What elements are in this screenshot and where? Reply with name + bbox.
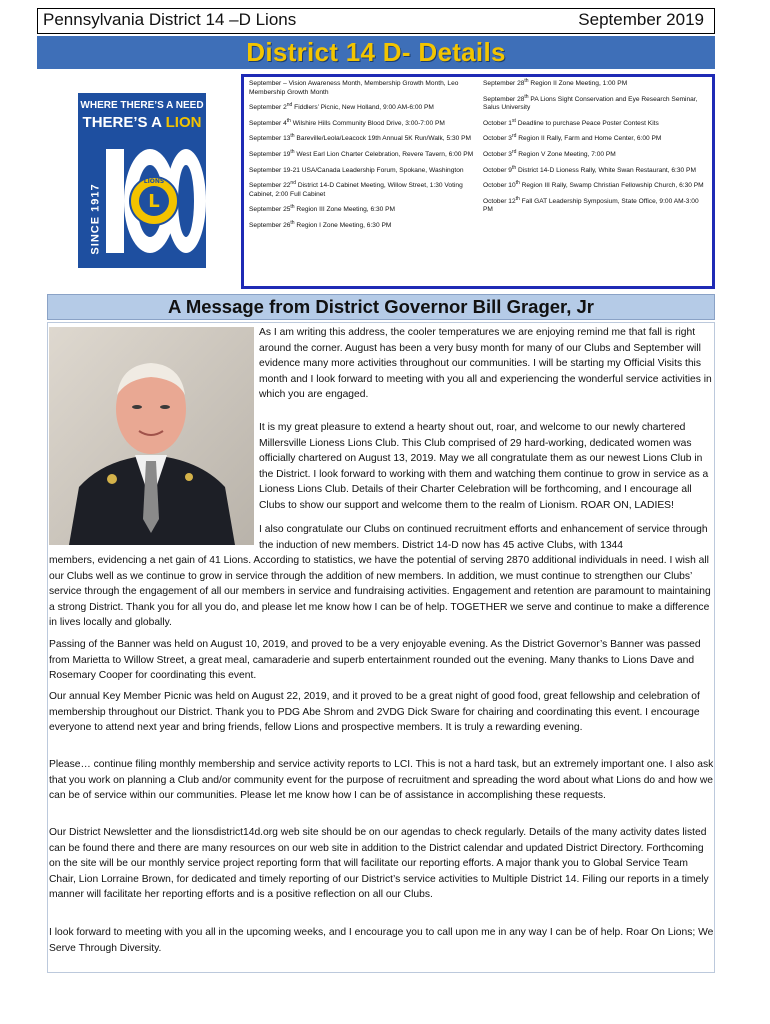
message-paragraph-3: members, evidencing a net gain of 41 Lions. According to statistics, we have the potential of serving 2870 additional individuals in need. I wish all our Clubs well as we continue to grow in service through the addition of new members. In addition, we must continue to strengthen our Clubs’ service through the engagement of all our members in service and fundraising activities. Engagement and retention are paramount to maintaining a strong District. Thank you for all you do, and please let me know how I can be of help. TOGETHER we serve and continue to make a difference in lives locally and globally.: [49, 555, 711, 628]
message-paragraph-7: Our District Newsletter and the lionsdistrict14d.org web site should be on our agendas to check regularly. Details of the many activity dates listed can be found there and there are many resources on our web site in addition to the District calendar and updated District Directory. Forthcoming on the site will be our monthly service project reporting form that will facilitate our reporting efforts. A major thank you to Global Service Team Chair, Lion Lorraine Brown, for dedicated and timely reporting of our District’s service activities to Multiple District 14. Filing our reports in a timely manner will facilitate her reporting efforts and is a positive reflection on all our Clubs.: [49, 827, 709, 900]
message-paragraph-3-intro: I also congratulate our Clubs on continued recruitment efforts and enhancement of service through the induction of new members. District 14-D now has 45 active Clubs, with 1344: [259, 524, 708, 551]
calendar-event: October 3rd Region V Zone Meeting, 7:00 PM: [483, 148, 616, 158]
logo-since: SINCE 1917: [89, 183, 102, 255]
calendar-column-left: [249, 80, 477, 238]
centennial-emblem-icon: [98, 135, 206, 265]
calendar-event: September 25th Region III Zone Meeting, 6:30 PM: [249, 204, 396, 214]
message-paragraph-8: I look forward to meeting with you all in the upcoming weeks, and I encourage you to call upon me in any way I can be of help. Roar On Lions; We Serve Through Diversity.: [49, 927, 714, 954]
issue-date: September 2019: [578, 10, 704, 29]
message-paragraph-4: Passing of the Banner was held on August 10, 2019, and proved to be a very enjoyable evening. As the District Governor’s Banner was passed from Marietta to Willow Street, a great meal, camaraderie and superb entertainment rounded out the evening. Many thanks to Lions Dave and Rosemary Cooper for coordinating this event.: [49, 639, 701, 681]
governor-message-header: [47, 294, 715, 320]
calendar-event: September 28th PA Lions Sight Conservation and Eye Research Seminar, Salus University: [483, 93, 698, 112]
message-paragraph-6: Please… continue filing monthly membership and service activity reports to LCI. This is not a hard task, but an extremely important one. I also ask that you work on planning a Club and/or community event for the purpose of recruitment and spreading the word about what Lions do and how we can be of service within our communities. Please let me know how I can be of assistance in accomplishing these requests.: [49, 759, 714, 801]
calendar-event: September 2nd Fiddlers’ Picnic, New Holland, 9:00 AM-6:00 PM: [249, 102, 434, 112]
calendar-event: October 9th District 14-D Lioness Rally, White Swan Restaurant, 6:30 PM: [483, 164, 696, 174]
calendar-event: September – Vision Awareness Month, Membership Growth Month, Leo Membership Growth Month: [249, 80, 459, 96]
calendar-event: September 26th Region I Zone Meeting, 6:30 PM: [249, 219, 392, 229]
governor-photo: [49, 327, 254, 545]
calendar-event: September 4th Wilshire Hills Community Blood Drive, 3:00-7:00 PM: [249, 117, 445, 127]
masthead: [37, 8, 715, 34]
calendar-event: October 12th Fall GAT Leadership Symposium, State Office, 9:00 AM-3:00 PM: [483, 195, 699, 214]
message-paragraph-2: It is my great pleasure to extend a hearty shout out, roar, and welcome to our newly chartered Millersville Lioness Lions Club. This Club comprised of 29 hard-working, dedicated women was officially chartered on August 13, 2019. May we all congratulate them as our newest Lions Club in the District. I look forward to working with them and watching them continue to grow in service as a Lioness Lions Club. Details of their Charter Celebration will be forthcoming, and I encourage all Clubs to show our support and welcome them to the realm of Lionism. ROAR ON, LADIES!: [259, 422, 709, 511]
calendar-event: September 13th Bareville/Leola/Leacock 19th Annual 5K Run/Walk, 5:30 PM: [249, 133, 472, 143]
lions-100-logo: [78, 93, 206, 268]
svg-text:LIONS: LIONS: [143, 178, 165, 185]
logo-tagline-1: WHERE THERE’S A NEED: [80, 100, 204, 111]
calendar-event: October 10th Region III Rally, Swamp Christian Fellowship Church, 6:30 PM: [483, 179, 704, 190]
title-banner: [37, 36, 715, 69]
calendar-event: September 28th Region II Zone Meeting, 1:00 PM: [483, 77, 628, 87]
calendar-event: September 19-21 USA/Canada Leadership Forum, Spokane, Washington: [249, 166, 464, 174]
calendar-event: September 22nd District 14-D Cabinet Meeting, Willow Street, 1:30 Voting Cabinet, 2:00 Full Cabinet: [249, 179, 463, 198]
message-paragraph-5: Our annual Key Member Picnic was held on August 22, 2019, and it proved to be a great night of good food, great fellowship and celebration of membership throughout our District. Thank you to PDG Abe Shrom and 2VDG Dick Sware for chairing and coordinating this event. I encourage everyone to attend next year and bring friends, fellow Lions and prospective members. It is truly a rewarding evening.: [49, 691, 700, 733]
logo-tagline-2: THERE’S A LION: [82, 114, 202, 131]
governor-message-title: A Message from District Governor Bill Grager, Jr: [168, 296, 594, 317]
svg-text:L: L: [148, 191, 160, 212]
message-paragraph-1: As I am writing this address, the cooler temperatures we are enjoying remind me that fall is right around the corner. August has been a very busy month for many of our Clubs and September will evidence many more activities throughout our communities. I will be starting my Official Visits this month and I look forward to meeting with you all and experiencing the wonderful service activities in which you are engaged.: [259, 327, 712, 400]
calendar-event: October 3rd Region II Rally, Farm and Home Center, 6:00 PM: [483, 133, 662, 143]
calendar-event: October 1st Deadline to purchase Peace Poster Contest Kits: [483, 117, 659, 127]
district-name: Pennsylvania District 14 –D Lions: [43, 10, 297, 29]
banner-title: District 14 D- Details: [246, 37, 506, 67]
calendar-column-right: [483, 77, 709, 222]
calendar-event: September 19th West Earl Lion Charter Celebration, Revere Tavern, 6:00 PM: [249, 148, 474, 158]
